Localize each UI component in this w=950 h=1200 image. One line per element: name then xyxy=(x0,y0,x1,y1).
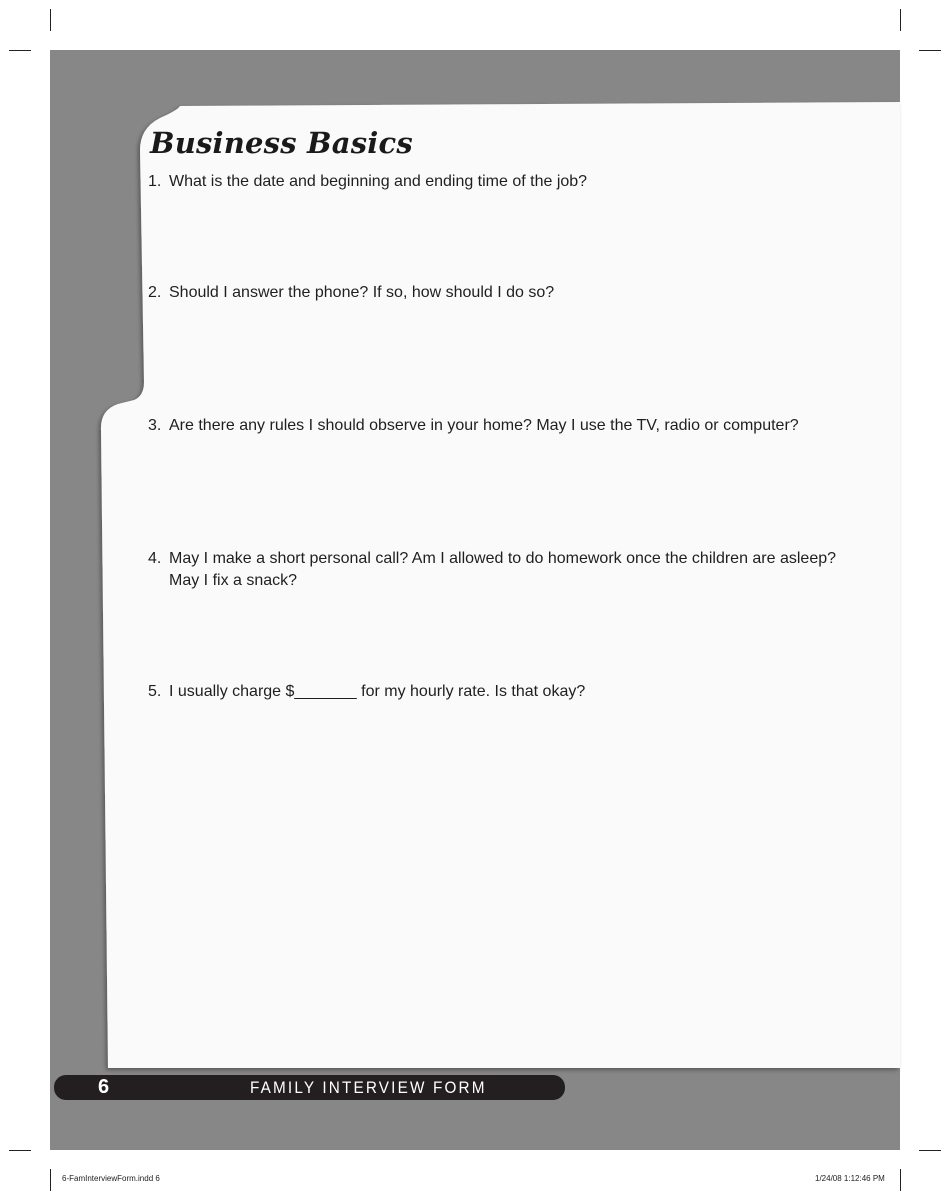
question-item xyxy=(148,548,838,592)
question-text: Are there any rules I should observe in your home? May I use the TV, radio or computer? xyxy=(169,417,799,434)
question-number: 1. xyxy=(148,173,162,190)
question-item xyxy=(148,415,838,437)
question-number: 4. xyxy=(148,550,162,567)
question-number: 2. xyxy=(148,284,162,301)
question-text: I usually charge $_______ for my hourly rate. Is that okay? xyxy=(169,683,586,700)
page-title: Business Basics xyxy=(150,126,413,160)
question-item xyxy=(148,282,838,304)
question-text: Should I answer the phone? If so, how should I do so? xyxy=(169,284,555,301)
question-item xyxy=(148,681,838,703)
print-slug-timestamp: 1/24/08 1:12:46 PM xyxy=(815,1174,885,1183)
print-slug-filename: 6-FamInterviewForm.indd 6 xyxy=(62,1174,160,1183)
question-number: 5. xyxy=(148,683,162,700)
question-text: May I make a short personal call? Am I allowed to do homework once the children are asleep? May I fix a snack? xyxy=(169,550,837,589)
question-text: What is the date and beginning and ending time of the job? xyxy=(169,173,588,190)
page-number: 6 xyxy=(98,1076,110,1098)
question-number: 3. xyxy=(148,417,162,434)
question-item xyxy=(148,171,838,193)
footer-title: FAMILY INTERVIEW FORM xyxy=(250,1078,487,1097)
footer-bar xyxy=(54,1075,565,1100)
